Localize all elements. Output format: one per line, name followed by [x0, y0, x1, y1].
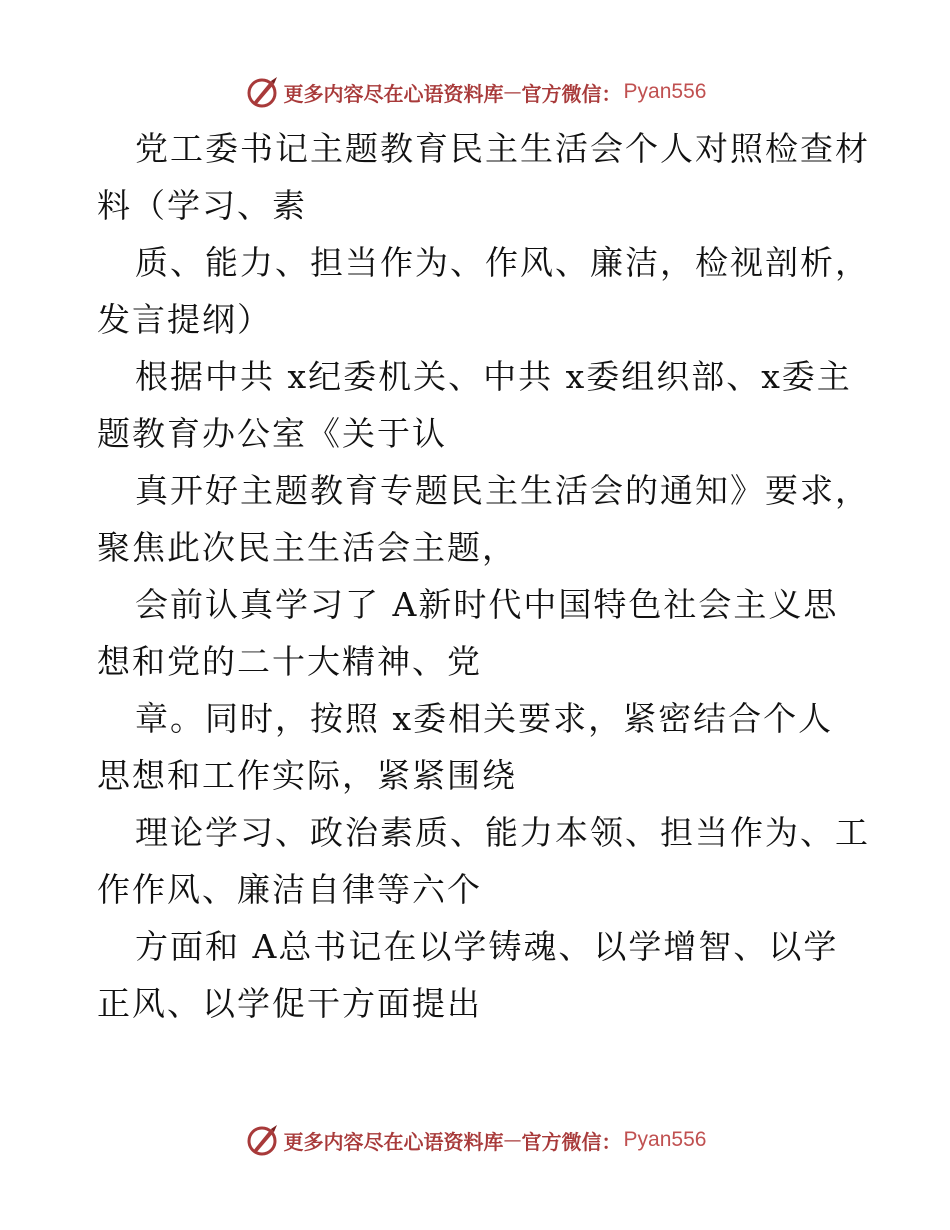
watermark-wechat-label: 官方微信： — [521, 1129, 622, 1154]
watermark-separator: — — [503, 1129, 522, 1151]
document-body — [97, 120, 870, 1032]
text-line: 质、能力、担当作为、作风、廉洁，检视剖析， — [135, 243, 870, 282]
watermark-separator: — — [503, 81, 522, 103]
quill-logo-icon — [244, 74, 280, 110]
header-watermark — [0, 72, 950, 112]
quill-logo-icon — [244, 1122, 280, 1158]
text-line: 真开好主题教育专题民主生活会的通知》要求， — [135, 471, 870, 510]
text-line: 章。同时，按照 x委相关要求，紧密结合个人 — [135, 699, 834, 738]
watermark-brand: 更多内容尽在心语资料库 — [283, 81, 504, 106]
text-line: 料（学习、素 — [97, 186, 307, 225]
text-line: 题教育办公室《关于认 — [97, 414, 447, 453]
watermark-wechat-label: 官方微信： — [521, 81, 622, 106]
text-line: 聚焦此次民主生活会主题， — [97, 528, 517, 567]
text-line: 理论学习、政治素质、能力本领、担当作为、工 — [135, 813, 870, 852]
watermark-brand: 更多内容尽在心语资料库 — [283, 1129, 504, 1154]
text-line: 思想和工作实际，紧紧围绕 — [97, 756, 517, 795]
text-line: 方面和 A总书记在以学铸魂、以学增智、以学 — [135, 927, 839, 966]
text-line: 想和党的二十大精神、党 — [97, 642, 482, 681]
text-line: 正风、以学促干方面提出 — [97, 984, 482, 1023]
text-line: 会前认真学习了 A新时代中国特色社会主义思 — [135, 585, 839, 624]
text-line: 发言提纲） — [97, 300, 272, 339]
text-line: 作作风、廉洁自律等六个 — [97, 870, 482, 909]
text-line: 根据中共 x纪委机关、中共 x委组织部、x委主 — [135, 357, 852, 396]
footer-watermark — [0, 1120, 950, 1160]
watermark-wechat-id: Pyan556 — [623, 80, 707, 103]
text-line: 党工委书记主题教育民主生活会个人对照检查材 — [135, 129, 870, 168]
watermark-wechat-id: Pyan556 — [623, 1128, 707, 1151]
